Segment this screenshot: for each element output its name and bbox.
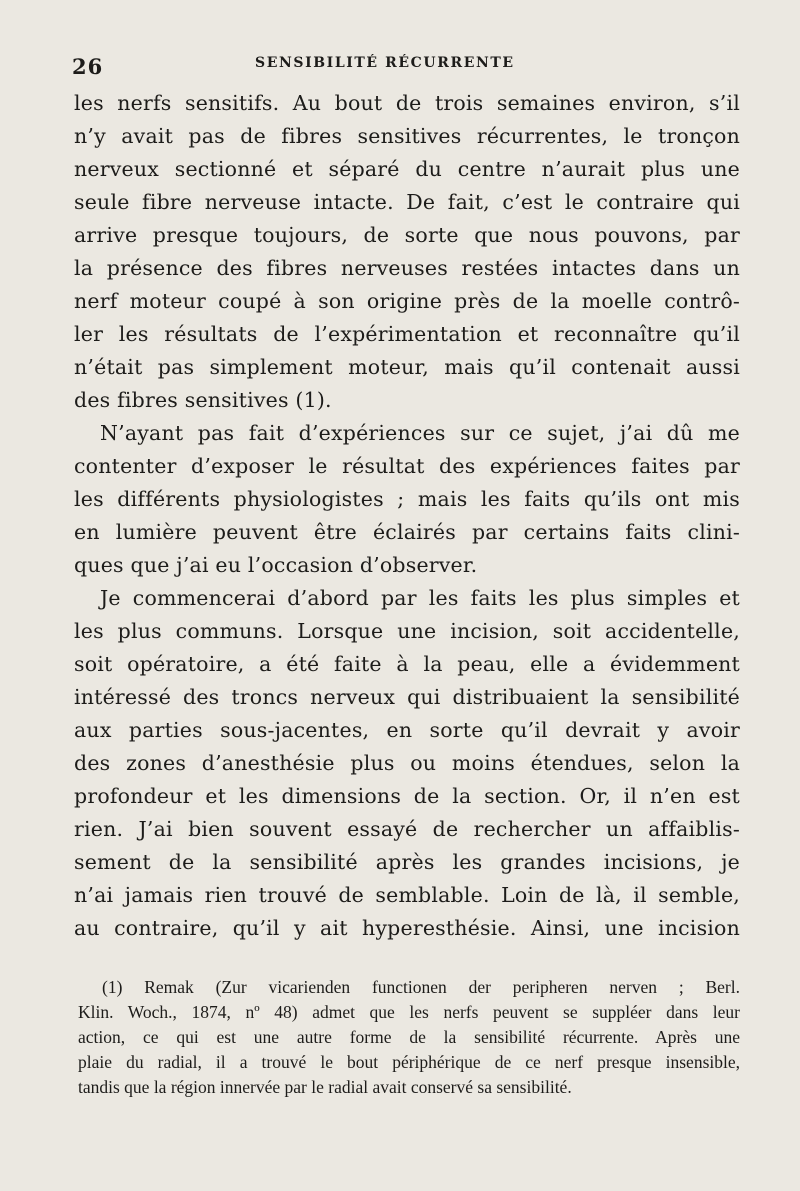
body-text [74, 87, 740, 945]
body-line: des fibres sensitives (1). [74, 388, 332, 412]
body-line: les différents physiologistes ; mais les faits qu’ils ont mis [74, 487, 740, 511]
footnote-line: tandis que la région innervée par le radial avait conservé sa sensibilité. [78, 1077, 572, 1097]
footnote-line: (1) Remak (Zur vicarienden functionen der peripheren nerven ; Berl. [102, 977, 740, 997]
body-line: n’y avait pas de fibres sensitives récurrentes, le tronçon [74, 124, 740, 148]
body-line: ler les résultats de l’expérimentation et reconnaître qu’il [74, 322, 740, 346]
page-header [70, 50, 740, 80]
body-line: Je commencerai d’abord par les faits les plus simples et [100, 586, 740, 610]
body-line: en lumière peuvent être éclairés par certains faits clini- [74, 520, 740, 544]
body-line: n’ai jamais rien trouvé de semblable. Loin de là, il semble, [74, 883, 740, 907]
body-line: n’était pas simplement moteur, mais qu’il contenait aussi [74, 355, 740, 379]
body-line: ques que j’ai eu l’occasion d’observer. [74, 553, 478, 577]
body-line: soit opératoire, a été faite à la peau, elle a évidemment [74, 652, 740, 676]
body-line: contenter d’exposer le résultat des expériences faites par [74, 454, 740, 478]
body-line: nerveux sectionné et séparé du centre n’aurait plus une [74, 157, 740, 181]
footnote [78, 975, 740, 1100]
running-title: SENSIBILITÉ RÉCURRENTE [255, 55, 515, 71]
body-line: aux parties sous-jacentes, en sorte qu’il devrait y avoir [74, 718, 740, 742]
body-line: les plus communs. Lorsque une incision, soit accidentelle, [74, 619, 740, 643]
body-line: des zones d’anesthésie plus ou moins étendues, selon la [74, 751, 740, 775]
page-number: 26 [72, 54, 104, 79]
body-line: intéressé des troncs nerveux qui distribuaient la sensibilité [74, 685, 740, 709]
footnote-line: Klin. Woch., 1874, nº 48) admet que les nerfs peuvent se suppléer dans leur [78, 1002, 740, 1022]
body-line: seule fibre nerveuse intacte. De fait, c’est le contraire qui [74, 190, 740, 214]
body-line: au contraire, qu’il y ait hyperesthésie. Ainsi, une incision [74, 916, 740, 940]
footnote-line: action, ce qui est une autre forme de la sensibilité récurrente. Après une [78, 1027, 740, 1047]
body-line: les nerfs sensitifs. Au bout de trois semaines environ, s’il [74, 91, 740, 115]
body-line: rien. J’ai bien souvent essayé de rechercher un affaiblis- [74, 817, 740, 841]
body-line: sement de la sensibilité après les grandes incisions, je [74, 850, 740, 874]
body-line: la présence des fibres nerveuses restées intactes dans un [74, 256, 740, 280]
body-line: N’ayant pas fait d’expériences sur ce sujet, j’ai dû me [100, 421, 740, 445]
body-line: arrive presque toujours, de sorte que nous pouvons, par [74, 223, 740, 247]
footnote-line: plaie du radial, il a trouvé le bout périphérique de ce nerf presque insensible, [78, 1052, 740, 1072]
body-line: nerf moteur coupé à son origine près de la moelle contrô- [74, 289, 740, 313]
body-line: profondeur et les dimensions de la section. Or, il n’en est [74, 784, 740, 808]
